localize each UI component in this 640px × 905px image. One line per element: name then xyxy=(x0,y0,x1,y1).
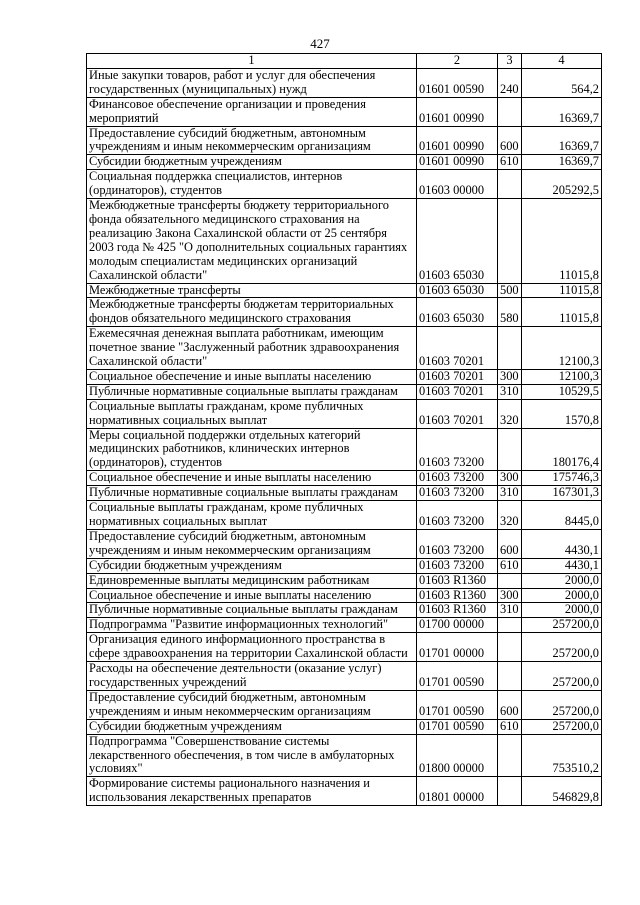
row-code: 01601 00990 xyxy=(417,155,498,170)
table-row xyxy=(87,369,602,384)
row-name: Расходы на обеспечение деятельности (оказание услуг) государственных учреждений xyxy=(87,662,417,691)
row-amount: 257200,0 xyxy=(522,690,602,719)
table-row xyxy=(87,529,602,558)
row-amount: 12100,3 xyxy=(522,327,602,370)
row-name: Субсидии бюджетным учреждениям xyxy=(87,155,417,170)
row-code: 01603 65030 xyxy=(417,283,498,298)
row-name: Меры социальной поддержки отдельных категорий медицинских работников, клинических интернов (ординаторов), студентов xyxy=(87,428,417,471)
row-code: 01603 73200 xyxy=(417,486,498,501)
column-header-2: 2 xyxy=(417,54,498,69)
table-row xyxy=(87,97,602,126)
row-amount: 564,2 xyxy=(522,68,602,97)
table-row xyxy=(87,573,602,588)
row-amount: 16369,7 xyxy=(522,97,602,126)
table-row xyxy=(87,68,602,97)
table-row xyxy=(87,662,602,691)
row-expense-type xyxy=(498,618,522,633)
row-code: 01603 65030 xyxy=(417,298,498,327)
row-name: Публичные нормативные социальные выплаты гражданам xyxy=(87,603,417,618)
row-name: Социальное обеспечение и иные выплаты населению xyxy=(87,588,417,603)
row-amount: 167301,3 xyxy=(522,486,602,501)
row-expense-type: 320 xyxy=(498,501,522,530)
row-expense-type: 600 xyxy=(498,690,522,719)
row-amount: 4430,1 xyxy=(522,529,602,558)
row-code: 01603 73200 xyxy=(417,501,498,530)
row-code: 01601 00990 xyxy=(417,126,498,155)
row-name: Межбюджетные трансферты бюджетам территориальных фондов обязательного медицинского страхования xyxy=(87,298,417,327)
column-header-4: 4 xyxy=(522,54,602,69)
row-name: Предоставление субсидий бюджетным, автономным учреждениям и иным некоммерческим организациям xyxy=(87,126,417,155)
table-row xyxy=(87,618,602,633)
table-row xyxy=(87,633,602,662)
row-expense-type: 610 xyxy=(498,558,522,573)
row-code: 01603 73200 xyxy=(417,529,498,558)
row-name: Социальные выплаты гражданам, кроме публичных нормативных социальных выплат xyxy=(87,399,417,428)
row-name: Социальная поддержка специалистов, интернов (ординаторов), студентов xyxy=(87,170,417,199)
row-name: Ежемесячная денежная выплата работникам, имеющим почетное звание "Заслуженный работник здравоохранения Сахалинской области" xyxy=(87,327,417,370)
row-name: Социальное обеспечение и иные выплаты населению xyxy=(87,471,417,486)
row-code: 01603 65030 xyxy=(417,199,498,283)
row-expense-type: 310 xyxy=(498,384,522,399)
row-amount: 10529,5 xyxy=(522,384,602,399)
table-body xyxy=(87,68,602,805)
header-row xyxy=(87,54,602,69)
row-code: 01603 70201 xyxy=(417,369,498,384)
budget-table xyxy=(86,53,602,806)
row-amount: 1570,8 xyxy=(522,399,602,428)
row-expense-type: 320 xyxy=(498,399,522,428)
row-name: Субсидии бюджетным учреждениям xyxy=(87,719,417,734)
row-expense-type xyxy=(498,97,522,126)
table-row xyxy=(87,501,602,530)
row-name: Иные закупки товаров, работ и услуг для обеспечения государственных (муниципальных) нужд xyxy=(87,68,417,97)
row-expense-type: 580 xyxy=(498,298,522,327)
table-row xyxy=(87,603,602,618)
table-row xyxy=(87,399,602,428)
row-name: Формирование системы рационального назначения и использования лекарственных препаратов xyxy=(87,777,417,806)
row-code: 01603 73200 xyxy=(417,428,498,471)
row-name: Межбюджетные трансферты xyxy=(87,283,417,298)
table-row xyxy=(87,588,602,603)
row-expense-type xyxy=(498,428,522,471)
row-name: Публичные нормативные социальные выплаты гражданам xyxy=(87,384,417,399)
row-name: Подпрограмма "Совершенствование системы лекарственного обеспечения, в том числе в амбулаторных условиях" xyxy=(87,734,417,777)
row-amount: 11015,8 xyxy=(522,298,602,327)
row-code: 01800 00000 xyxy=(417,734,498,777)
row-code: 01603 73200 xyxy=(417,558,498,573)
row-code: 01700 00000 xyxy=(417,618,498,633)
table-row xyxy=(87,471,602,486)
table-row xyxy=(87,126,602,155)
row-name: Социальное обеспечение и иные выплаты населению xyxy=(87,369,417,384)
row-expense-type: 300 xyxy=(498,471,522,486)
row-expense-type xyxy=(498,573,522,588)
row-code: 01601 00590 xyxy=(417,68,498,97)
row-amount: 2000,0 xyxy=(522,588,602,603)
column-header-1: 1 xyxy=(87,54,417,69)
row-code: 01603 R1360 xyxy=(417,573,498,588)
row-amount: 8445,0 xyxy=(522,501,602,530)
row-expense-type: 600 xyxy=(498,529,522,558)
row-code: 01701 00590 xyxy=(417,662,498,691)
row-name: Субсидии бюджетным учреждениям xyxy=(87,558,417,573)
row-expense-type: 500 xyxy=(498,283,522,298)
row-expense-type xyxy=(498,327,522,370)
row-amount: 16369,7 xyxy=(522,155,602,170)
row-name: Публичные нормативные социальные выплаты гражданам xyxy=(87,486,417,501)
row-name: Финансовое обеспечение организации и проведения мероприятий xyxy=(87,97,417,126)
row-amount: 205292,5 xyxy=(522,170,602,199)
row-amount: 4430,1 xyxy=(522,558,602,573)
row-code: 01701 00590 xyxy=(417,719,498,734)
row-expense-type: 240 xyxy=(498,68,522,97)
row-code: 01701 00000 xyxy=(417,633,498,662)
row-name: Социальные выплаты гражданам, кроме публичных нормативных социальных выплат xyxy=(87,501,417,530)
row-expense-type xyxy=(498,170,522,199)
row-code: 01603 R1360 xyxy=(417,603,498,618)
row-code: 01603 73200 xyxy=(417,471,498,486)
row-amount: 11015,8 xyxy=(522,199,602,283)
row-code: 01603 70201 xyxy=(417,327,498,370)
row-amount: 2000,0 xyxy=(522,603,602,618)
table-row xyxy=(87,199,602,283)
table-row xyxy=(87,170,602,199)
row-code: 01601 00990 xyxy=(417,97,498,126)
row-expense-type: 300 xyxy=(498,369,522,384)
row-code: 01603 70201 xyxy=(417,399,498,428)
table-row xyxy=(87,298,602,327)
row-expense-type xyxy=(498,199,522,283)
row-amount: 753510,2 xyxy=(522,734,602,777)
page-number: 427 xyxy=(310,36,330,51)
table-row xyxy=(87,327,602,370)
row-code: 01603 70201 xyxy=(417,384,498,399)
column-header-3: 3 xyxy=(498,54,522,69)
row-code: 01603 R1360 xyxy=(417,588,498,603)
table-row xyxy=(87,486,602,501)
row-amount: 16369,7 xyxy=(522,126,602,155)
row-expense-type: 600 xyxy=(498,126,522,155)
table-row xyxy=(87,155,602,170)
row-expense-type xyxy=(498,777,522,806)
row-expense-type: 310 xyxy=(498,486,522,501)
table-row xyxy=(87,428,602,471)
row-amount: 257200,0 xyxy=(522,719,602,734)
row-amount: 175746,3 xyxy=(522,471,602,486)
table-row xyxy=(87,558,602,573)
row-expense-type: 610 xyxy=(498,719,522,734)
table-row xyxy=(87,690,602,719)
row-name: Единовременные выплаты медицинским работникам xyxy=(87,573,417,588)
row-code: 01801 00000 xyxy=(417,777,498,806)
row-name: Предоставление субсидий бюджетным, автономным учреждениям и иным некоммерческим организациям xyxy=(87,529,417,558)
row-expense-type: 310 xyxy=(498,603,522,618)
row-name: Предоставление субсидий бюджетным, автономным учреждениям и иным некоммерческим организациям xyxy=(87,690,417,719)
row-expense-type xyxy=(498,662,522,691)
row-amount: 546829,8 xyxy=(522,777,602,806)
row-amount: 180176,4 xyxy=(522,428,602,471)
table-row xyxy=(87,777,602,806)
row-amount: 257200,0 xyxy=(522,662,602,691)
row-expense-type: 610 xyxy=(498,155,522,170)
row-amount: 2000,0 xyxy=(522,573,602,588)
table-row xyxy=(87,384,602,399)
row-name: Подпрограмма "Развитие информационных технологий" xyxy=(87,618,417,633)
row-amount: 11015,8 xyxy=(522,283,602,298)
table-row xyxy=(87,719,602,734)
table-row xyxy=(87,283,602,298)
row-expense-type xyxy=(498,633,522,662)
row-expense-type: 300 xyxy=(498,588,522,603)
table-row xyxy=(87,734,602,777)
row-expense-type xyxy=(498,734,522,777)
row-name: Межбюджетные трансферты бюджету территориального фонда обязательного медицинского страхования на реализацию Закона Сахалинской области от 25 сентября 2003 года № 425 "О дополнительных социальных гарантиях молодым специалистам медицинских организаций Сахалинской области" xyxy=(87,199,417,283)
row-amount: 257200,0 xyxy=(522,633,602,662)
row-amount: 257200,0 xyxy=(522,618,602,633)
row-amount: 12100,3 xyxy=(522,369,602,384)
row-code: 01701 00590 xyxy=(417,690,498,719)
row-name: Организация единого информационного пространства в сфере здравоохранения на территории Сахалинской области xyxy=(87,633,417,662)
row-code: 01603 00000 xyxy=(417,170,498,199)
